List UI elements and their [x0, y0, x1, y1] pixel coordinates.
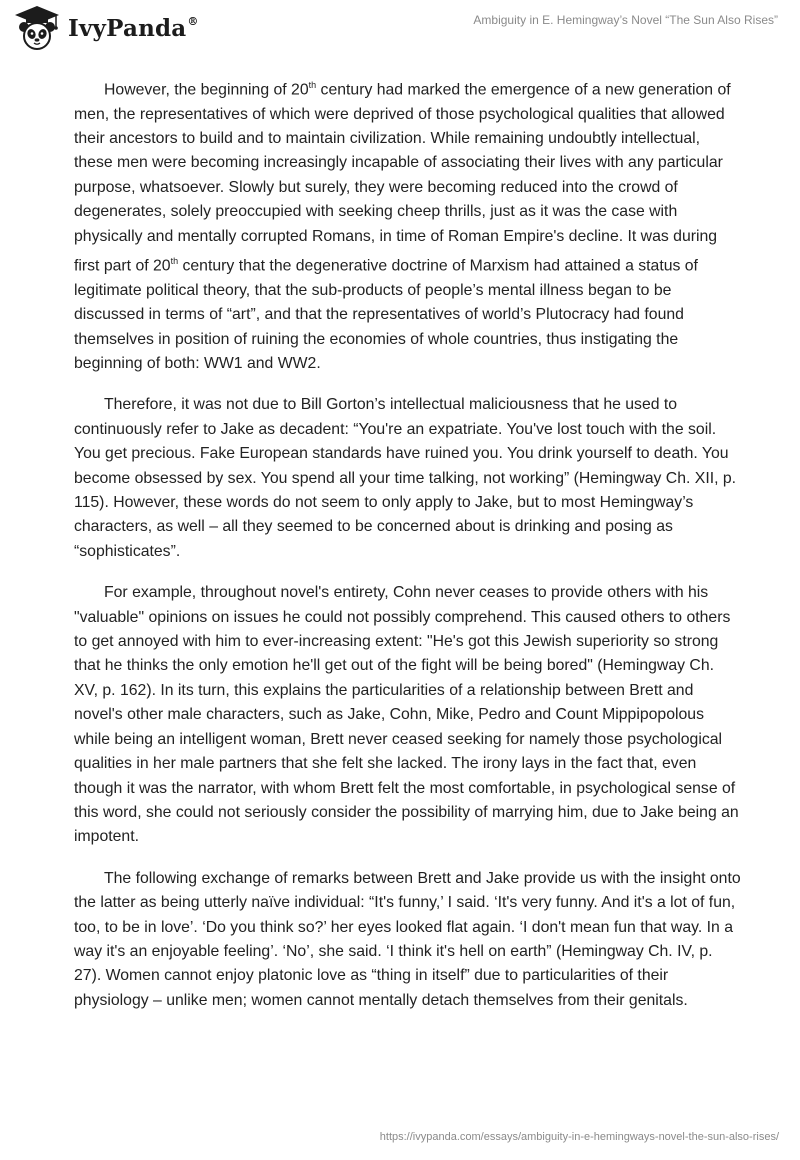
source-url[interactable]: https://ivypanda.com/essays/ambiguity-in-e-hemingways-novel-the-sun-also-rises/ [379, 1131, 779, 1143]
superscript-ordinal: th [308, 80, 317, 90]
brand-name: IvyPanda® [68, 14, 199, 42]
paragraph-2: Therefore, it was not due to Bill Gorton’s intellectual maliciousness that he used to continuously refer to Jake as decadent: “You're an expatriate. You've lost touch with the soil. You get precious. Fake European standards have ruined you. You drink yourself to death. You become obsessed by sex. You spend all your time talking, not working” (Hemingway Ch. XII, p. 115). However, these words do not seem to only apply to Jake, but to most Hemingway’s characters, as well – all they seemed to be concerned about is drinking and posing as “sophisticates”. [74, 396, 737, 560]
paragraph-3: For example, throughout novel's entirety, Cohn never ceases to provide others with his "valuable" opinions on issues he could not possibly comprehend. This caused others to others to get annoyed with him to ever-increasing extent: "He's got this Jewish superiority so strong that he thinks the only emotion he'll get out of the fight will be being bored" (Hemingway Ch. XV, p. 162). In its turn, this explains the particularities of a relationship between Brett and novel's other male characters, such as Jake, Cohn, Mike, Pedro and Count Mippipopolous while being an intelligent woman, Brett never ceased seeking for namely those psychological qualities in her male partners that she felt she lacked. The irony lays in the fact that, even though it was the narrator, with whom Brett felt the most comfortable, in psychological sense of this word, she could not seriously consider the possibility of marrying him, due to Jake being an impotent. [74, 584, 739, 846]
registered-mark: ® [187, 14, 199, 28]
panda-logo-icon [12, 5, 62, 51]
superscript-ordinal: th [170, 256, 179, 267]
brand-logo[interactable] [12, 4, 199, 52]
paragraph-1: However, the beginning of 20th century had marked the emergence of a new generation of men, the representatives of which were deprived of those psychological qualities that allowed their ancestors to build and to maintain civilization. While remaining undoubtly intellectual, these men were becoming increasingly incapable of associating their lives with any particular purpose, whatsoever. Slowly but surely, they were becoming reduced into the crowd of degenerates, solely preoccupied with seeking cheep thrills, just as it was the case with physically and mentally corrupted Romans, in time of Roman Empire's decline. It was during first part of 20th century that the degenerative doctrine of Marxism had attained a status of legitimate political theory, that the sub-products of people’s mental illness began to be discussed in terms of “art”, and that the representatives of world’s Plutocracy had found themselves in position of ruining the economies of whole countries, thus instigating the beginning of both: WW1 and WW2. [74, 80, 731, 372]
paragraph-4: The following exchange of remarks between Brett and Jake provide us with the insight onto the latter as being utterly naïve individual: “It's funny,’ I said. ‘It's very funny. And it's a lot of fun, too, to be in love’. ‘Do you think so?’ her eyes looked flat again. ‘I don't mean fun that way. In a way it's an enjoyable feeling’. ‘No’, she said. ‘I think it's hell on earth” (Hemingway Ch. IV, p. 27). Women cannot enjoy platonic love as “thing in itself” due to particularities of their physiology – unlike men; women cannot mentally detach themselves from their genitals. [74, 869, 741, 1009]
page-header [0, 0, 800, 60]
essay-body [74, 73, 742, 1030]
document-title: Ambiguity in E. Hemingway’s Novel “The Sun Also Rises” [473, 13, 778, 27]
